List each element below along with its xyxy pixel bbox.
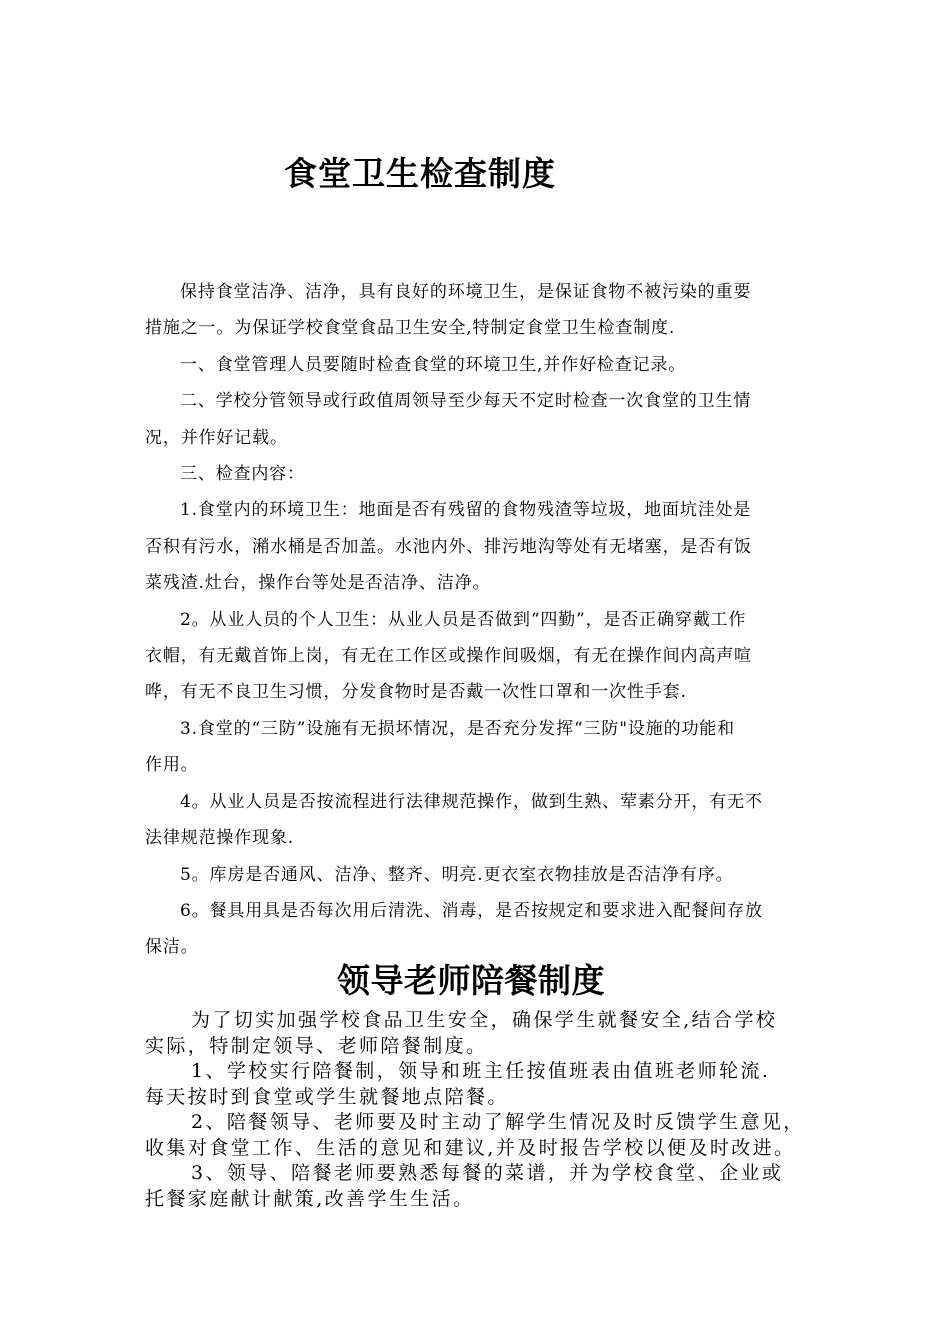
section1-line: 2。从业人员的个人卫生：从业人员是否做到“四勤”，是否正确穿戴工作	[180, 609, 747, 630]
section2-line: 2、陪餐领导、老师要及时主动了解学生情况及时反馈学生意见，	[191, 1111, 805, 1133]
section1-line: 衣帽，有无戴首饰上岗，有无在工作区或操作间吸烟，有无在操作间内高声喧	[145, 646, 752, 667]
section2-body	[145, 1008, 815, 1212]
section1-body	[145, 274, 810, 966]
section2-line: 每天按时到食堂或学生就餐地点陪餐。	[145, 1085, 509, 1108]
section1-line: 3.食堂的“三防”设施有无损坏情况，是否充分发挥“三防"设施的功能和	[180, 718, 736, 739]
section2-line: 托餐家庭献计献策,改善学生生活。	[145, 1187, 475, 1210]
section1-line: 5。库房是否通风、洁净、整齐、明亮.更衣室衣物挂放是否洁净有序。	[180, 864, 734, 885]
section2-line: 为了切实加强学校食品卫生安全，确保学生就餐安全,结合学校	[191, 1009, 778, 1031]
section1-line: 三、检查内容：	[180, 464, 305, 485]
section1-line: 二、学校分管领导或行政值周领导至少每天不定时检查一次食堂的卫生情	[180, 391, 752, 412]
section1-title: 食堂卫生检查制度	[284, 154, 556, 193]
section1-line: 保持食堂洁净、洁净，具有良好的环境卫生，是保证食物不被污染的重要	[180, 282, 752, 302]
section1-line: 1.食堂内的环境卫生：地面是否有残留的食物残渣等垃圾，地面坑洼处是	[180, 500, 752, 521]
section1-line: 6。餐具用具是否每次用后清洗、消毒，是否按规定和要求进入配餐间存放	[180, 900, 763, 921]
section1-line: 保洁。	[145, 937, 199, 958]
section1-line: 作用。	[145, 755, 199, 776]
section2-title: 领导老师陪餐制度	[337, 961, 605, 1000]
section1-line: 哗，有无不良卫生习惯，分发食物时是否戴一次性口罩和一次性手套.	[145, 682, 687, 703]
section1-line: 4。从业人员是否按流程进行法律规范操作，做到生熟、荤素分开，有无不	[180, 791, 763, 812]
section1-line: 菜残渣.灶台，操作台等处是否洁净、洁净。	[145, 573, 491, 594]
section2-line: 实际，特制定领导、老师陪餐制度。	[145, 1034, 488, 1057]
section2-line: 3、领导、陪餐老师要熟悉每餐的菜谱，并为学校食堂、企业或	[191, 1162, 784, 1184]
section2-line: 1、学校实行陪餐制，领导和班主任按值班表由值班老师轮流.	[191, 1060, 771, 1082]
section1-line: 否积有污水，潲水桶是否加盖。水池内外、排污地沟等处有无堵塞，是否有饭	[145, 536, 752, 557]
section1-line: 措施之一。为保证学校食堂食品卫生安全,特制定食堂卫生检查制度.	[145, 318, 676, 339]
section1-line: 一、食堂管理人员要随时检查食堂的环境卫生,并作好检查记录。	[180, 354, 687, 375]
section1-line: 法律规范操作现象.	[145, 828, 295, 849]
section1-line: 况，并作好记载。	[145, 427, 288, 448]
section2-line: 收集对食堂工作、生活的意见和建议,并及时报告学校以便及时改进。	[145, 1136, 796, 1159]
